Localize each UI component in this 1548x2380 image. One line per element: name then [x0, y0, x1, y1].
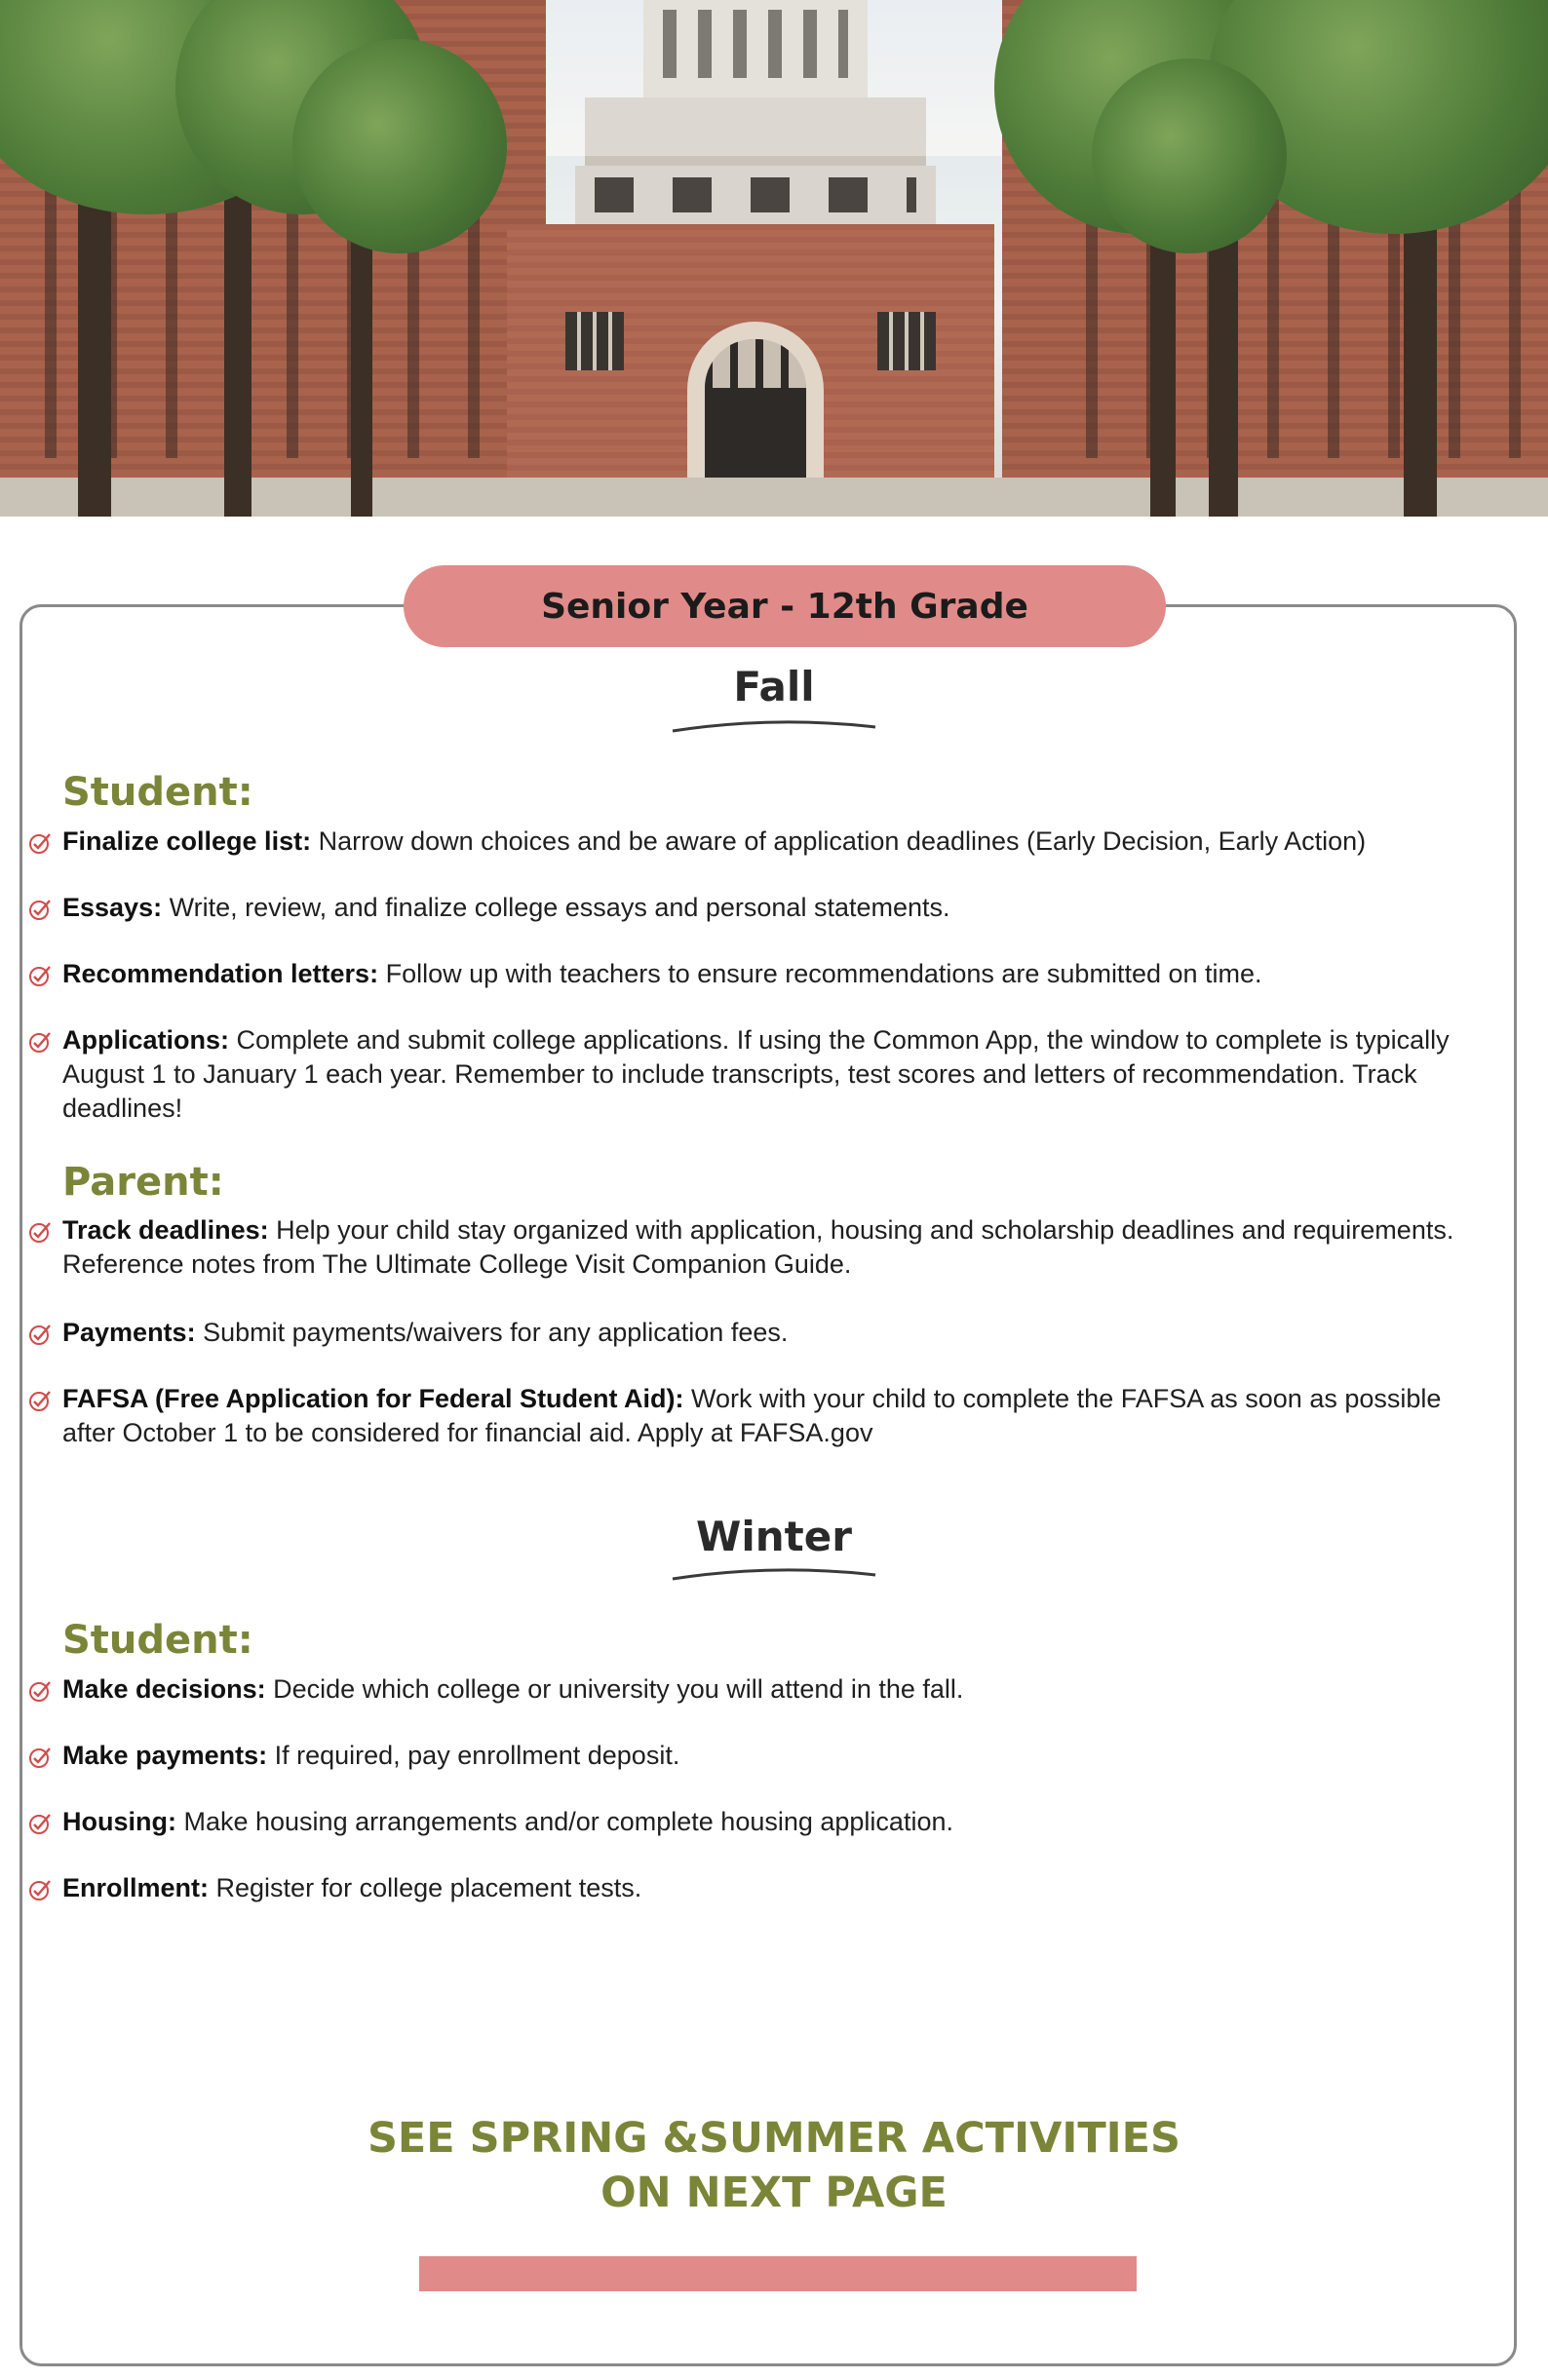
check-circle-icon	[27, 1811, 53, 1836]
fall-heading: Fall	[733, 663, 815, 710]
item-text: Complete and submit college applications. If using the Common App, the window to complete is typically August 1 to January 1 each year. Remember to include transcripts, test scores and letters of recommendation. Track deadlines!	[62, 1025, 1450, 1123]
check-circle-icon	[27, 1745, 53, 1770]
campus-photo	[0, 0, 1548, 517]
item-text: Submit payments/waivers for any application fees.	[195, 1318, 789, 1347]
winter-swash	[671, 1565, 877, 1585]
item-text: Work with your child to complete the FAFSA as soon as possible after October 1 to be considered for financial aid. Apply at FAFSA.gov	[62, 1384, 1442, 1447]
item-label: Housing:	[62, 1807, 176, 1836]
item-text: Register for college placement tests.	[209, 1873, 642, 1902]
next-page-line2: ON NEXT PAGE	[600, 2169, 948, 2217]
fall-swash	[671, 717, 877, 737]
item-label: Finalize college list:	[62, 826, 312, 856]
check-circle-icon	[27, 1029, 53, 1055]
check-circle-icon	[27, 1219, 53, 1245]
item-label: Applications:	[62, 1025, 230, 1055]
fall-student-heading: Student:	[62, 770, 253, 815]
check-circle-icon	[27, 897, 53, 922]
check-circle-icon	[27, 963, 53, 988]
item-label: Make payments:	[62, 1741, 268, 1770]
item-label: FAFSA (Free Application for Federal Student Aid):	[62, 1384, 684, 1413]
item-label: Payments:	[62, 1318, 196, 1347]
item-label: Enrollment:	[62, 1873, 210, 1902]
next-page-line1: SEE SPRING &SUMMER ACTIVITIES	[367, 2114, 1181, 2163]
item-text: Decide which college or university you will attend in the fall.	[265, 1674, 964, 1704]
winter-heading: Winter	[696, 1513, 852, 1560]
item-text: Narrow down choices and be aware of application deadlines (Early Decision, Early Action)	[311, 826, 1367, 856]
item-label: Essays:	[62, 893, 163, 922]
item-text: If required, pay enrollment deposit.	[267, 1741, 680, 1770]
next-page-note	[0, 2111, 1548, 2220]
content-card	[19, 604, 1517, 2366]
item-label: Track deadlines:	[62, 1215, 269, 1245]
item-label: Make decisions:	[62, 1674, 266, 1704]
check-circle-icon	[27, 1322, 53, 1347]
item-text: Write, review, and finalize college essays and personal statements.	[162, 893, 950, 922]
winter-student-heading: Student:	[62, 1618, 253, 1663]
item-text: Follow up with teachers to ensure recommendations are submitted on time.	[378, 959, 1262, 988]
check-circle-icon	[27, 1678, 53, 1704]
item-label: Recommendation letters:	[62, 959, 379, 988]
item-text: Help your child stay organized with application, housing and scholarship deadlines and requirements. Reference notes from The Ultimate College Visit Companion Guide.	[62, 1215, 1454, 1279]
fall-parent-heading: Parent:	[62, 1160, 224, 1205]
check-circle-icon	[27, 830, 53, 856]
item-text: Make housing arrangements and/or complete housing application.	[175, 1807, 953, 1836]
grade-title: Senior Year - 12th Grade	[404, 565, 1166, 647]
decorative-bar	[419, 2256, 1137, 2291]
check-circle-icon	[27, 1877, 53, 1902]
check-circle-icon	[27, 1388, 53, 1413]
